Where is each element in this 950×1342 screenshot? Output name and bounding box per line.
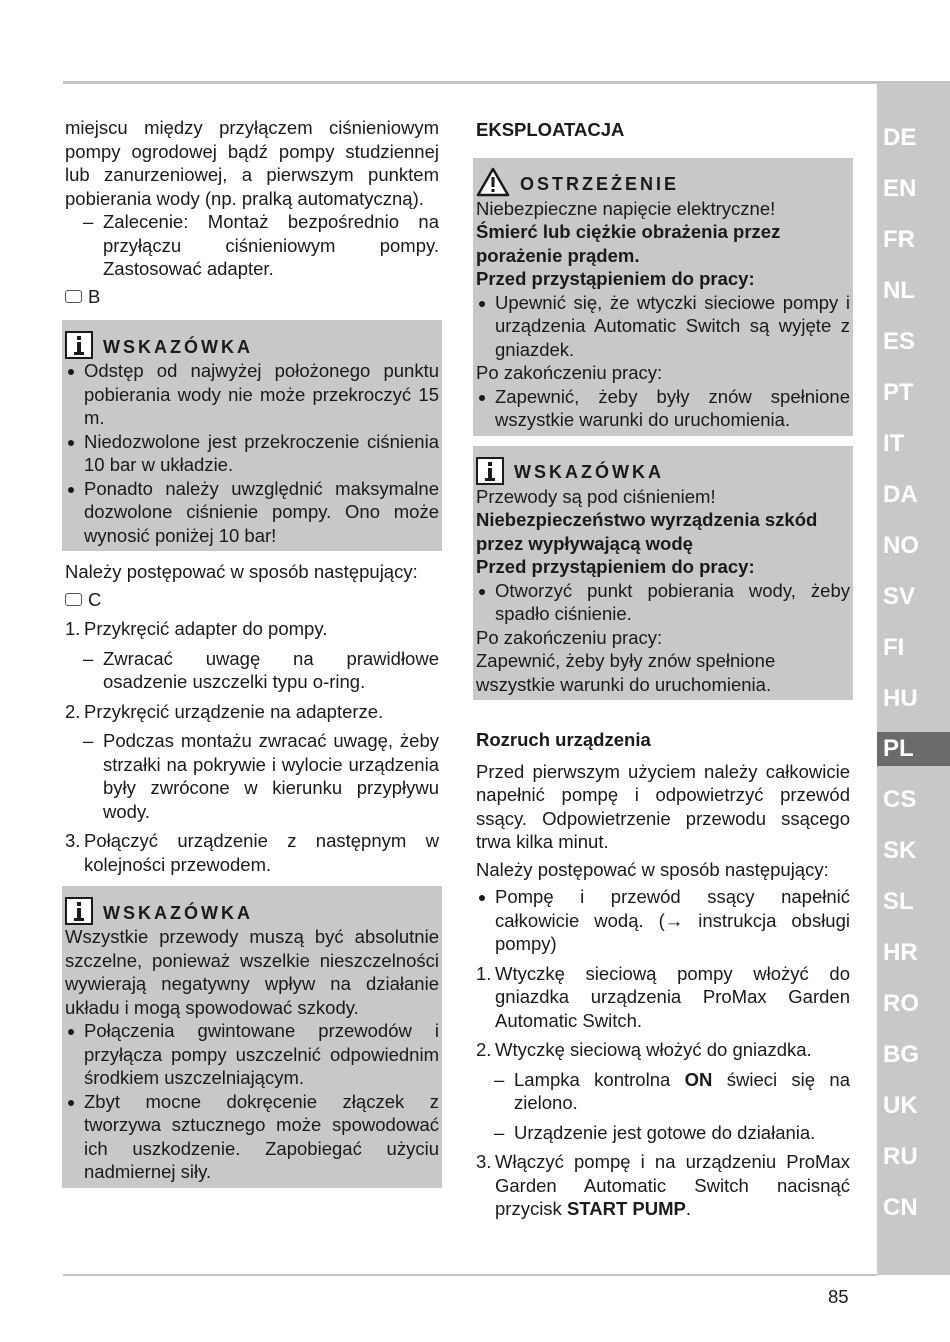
warning-title-text: OSTRZEŻENIE [520, 174, 680, 194]
warning-line: Niebezpieczne napięcie elektryczne! [476, 197, 776, 219]
dash-text: Urządzenie jest gotowe do działania. [514, 1121, 816, 1143]
bullet-item: Pompę i przewód ssący napełnić całkowicie wodą. (→ instrukcja obsługi pompy) [476, 885, 850, 956]
note-title [65, 889, 439, 925]
step-text: Włączyć pompę i na urządzeniu ProMax Garden Automatic Switch nacisnąć przycisk [495, 1151, 850, 1219]
dash-text: Zwracać uwagę na prawidłowe osadzenie uszczelki typu o-ring. [103, 647, 439, 692]
language-tab-it[interactable]: IT [883, 430, 905, 457]
step-text: Połączyć urządzenie z następnym w kolejności przewodem. [84, 830, 439, 875]
language-tab-cs[interactable]: CS [883, 786, 917, 813]
figure-box-icon [65, 593, 82, 606]
after-work-text: Zapewnić, żeby były znów spełnione wszystkie warunki do uruchomienia. [476, 650, 776, 695]
startup-paragraph: Przed pierwszym użyciem należy całkowicie napełnić pompę i odpowietrzyć przewód ssący. Odpowietrzenie przewodu ssącego trwa kilka minut. [476, 760, 850, 852]
dash-item: – Podczas montażu zwracać uwagę, żeby strzałki na pokrywie i wylocie urządzenia były zwrócone w kierunku przypływu wody. [83, 730, 439, 822]
step-number: 1. [65, 618, 81, 639]
dash-text: Zalecenie: Montaż bezpośrednio na przyłączu ciśnieniowym pompy. Zastosować adapter. [103, 211, 439, 279]
note-title-text: WSKAZÓWKA [103, 336, 253, 357]
top-rule [63, 81, 950, 84]
language-tab-es[interactable]: ES [883, 328, 916, 355]
note-text: Wszystkie przewody muszą być absolutnie szczelne, ponieważ wszelkie nieszczelności wywierają negatywny wpływ na działanie układu i mogą spowodować szkody. [65, 926, 439, 1018]
language-tab-fi[interactable]: FI [883, 634, 905, 661]
step-item [65, 700, 439, 824]
step-number: 2. [476, 1039, 492, 1060]
language-tab-pl[interactable]: PL [877, 732, 950, 766]
figure-reference-c [65, 588, 439, 612]
dash-item: – Zwracać uwagę na prawidłowe osadzenie uszczelki typu o-ring. [83, 647, 439, 692]
note-box-2 [62, 886, 442, 1188]
before-work-label: Przed przystąpieniem do pracy: [476, 268, 755, 289]
language-tab-ru[interactable]: RU [883, 1143, 918, 1170]
step-dash-list [476, 1068, 850, 1145]
info-icon [476, 457, 504, 485]
page-number: 85 [828, 1286, 849, 1307]
step-item [476, 1150, 850, 1221]
section-title: EKSPLOATACJA [476, 119, 625, 140]
warning-title [476, 161, 850, 197]
button-label: START PUMP [566, 1198, 686, 1219]
language-tab-fr[interactable]: FR [883, 226, 915, 253]
figure-box-icon [65, 290, 82, 303]
step-number: 1. [476, 962, 492, 984]
dash-item: – Zalecenie: Montaż bezpośrednio na przyłączu ciśnieniowym pompy. Zastosować adapter. [83, 211, 439, 279]
warning-consequence: Śmierć lub ciężkie obrażenia przez porażenie prądem. [476, 221, 781, 266]
after-work-label: Po zakończeniu pracy: [476, 626, 663, 648]
step-item [476, 962, 850, 1033]
step-number: 3. [65, 830, 81, 851]
startup-steps [476, 962, 850, 1221]
intro-paragraph: miejscu między przyłączem ciśnieniowym pompy ogrodowej bądź pompy studziennej lub zanurzeniowej, a pierwszym punktem pobierania wody (np. pralką automatyczną). [65, 117, 439, 209]
before-work-label: Przed przystąpieniem do pracy: [476, 556, 755, 577]
language-tab-sv[interactable]: SV [883, 583, 916, 610]
language-tab-hr[interactable]: HR [883, 939, 918, 966]
language-tab-uk[interactable]: UK [883, 1092, 918, 1119]
language-tab-ro[interactable]: RO [883, 990, 919, 1017]
dash-text: Lampka kontrolna [514, 1068, 685, 1090]
after-work-label: Po zakończeniu pracy: [476, 362, 663, 383]
step-dash-list [65, 647, 439, 694]
step-item [65, 829, 439, 876]
step-number: 3. [476, 1151, 492, 1172]
left-column [65, 116, 439, 1188]
bullet-item: Zapewnić, żeby były znów spełnione wszystkie warunki do uruchomienia. [476, 385, 850, 432]
subsection-title: Rozruch urządzenia [476, 729, 651, 750]
note-bullets [65, 1019, 439, 1184]
language-tab-bg[interactable]: BG [883, 1041, 919, 1068]
language-tab-nl[interactable]: NL [883, 277, 915, 304]
warning-box [473, 158, 853, 436]
dash-item: – Lampka kontrolna ON świeci się na zielono. [494, 1068, 851, 1113]
bottom-rule [63, 1274, 877, 1276]
bullet-item: Upewnić się, że wtyczki sieciowe pompy i urządzenia Automatic Switch są wyjęte z gniazdek. [476, 291, 850, 362]
indicator-label: ON [684, 1068, 713, 1090]
language-tab-de[interactable]: DE [883, 124, 917, 151]
info-icon [65, 331, 93, 359]
note-title-text: WSKAZÓWKA [103, 902, 253, 923]
step-text: . [685, 1198, 691, 1219]
language-tab-hu[interactable]: HU [883, 685, 918, 712]
bullet-item: Niedozwolone jest przekroczenie ciśnienia 10 bar w układzie. [65, 430, 439, 477]
procedure-bullets [476, 885, 850, 956]
step-text: Przykręcić adapter do pompy. [84, 618, 328, 639]
bullet-item: Zbyt mocne dokręcenie złączek z tworzywa sztucznego może spowodować ich uszkodzenie. Zapobiegać użyciu nadmiernej siły. [65, 1090, 439, 1184]
note-title [65, 323, 439, 359]
dash-text: świeci się na zielono. [514, 1068, 851, 1113]
note-box-3 [473, 446, 853, 701]
intro-dash-list [65, 210, 439, 281]
language-tab-sk[interactable]: SK [883, 837, 917, 864]
procedure-intro: Należy postępować w sposób następujący: [65, 561, 418, 582]
procedure-intro: Należy postępować w sposób następujący: [476, 858, 829, 880]
language-tab-no[interactable]: NO [883, 532, 919, 559]
step-item [65, 617, 439, 694]
language-tab-pt[interactable]: PT [883, 379, 914, 406]
step-text: Przykręcić urządzenie na adapterze. [84, 700, 384, 722]
step-number: 2. [65, 700, 81, 722]
note-bullets [476, 579, 850, 626]
note-title [476, 449, 850, 485]
procedure-steps [65, 617, 439, 876]
note-box-1 [62, 320, 442, 551]
language-tab-sl[interactable]: SL [883, 888, 914, 915]
bullet-item: Połączenia gwintowane przewodów i przyłącza pompy uszczelnić odpowiednim środkiem uszczelniającym. [65, 1019, 439, 1090]
info-icon [65, 897, 93, 925]
step-text: Wtyczkę sieciową pompy włożyć do gniazdka urządzenia ProMax Garden Automatic Switch. [495, 962, 850, 1031]
figure-label: C [88, 588, 102, 610]
language-sidebar [877, 83, 950, 1275]
note-consequence: Niebezpieczeństwo wyrządzenia szkód przez wypływającą wodę [476, 509, 818, 554]
note-bullets [65, 359, 439, 547]
warning-bullets [476, 385, 850, 432]
note-title-text: WSKAZÓWKA [514, 462, 664, 482]
step-item [476, 1038, 850, 1144]
language-tab-da[interactable]: DA [883, 481, 918, 508]
language-tab-cn[interactable]: CN [883, 1194, 918, 1221]
step-text: Wtyczkę sieciową włożyć do gniazdka. [495, 1039, 812, 1060]
figure-label: B [88, 285, 101, 307]
warning-triangle-icon [476, 167, 510, 197]
bullet-item: Otworzyć punkt pobierania wody, żeby spadło ciśnienie. [476, 579, 850, 626]
figure-reference-b [65, 285, 439, 309]
dash-text: Podczas montażu zwracać uwagę, żeby strzałki na pokrywie i wylocie urządzenia były zwrócone w kierunku przypływu wody. [103, 730, 439, 822]
step-dash-list [65, 729, 439, 823]
warning-bullets [476, 291, 850, 362]
bullet-item: Odstęp od najwyżej położonego punktu pobierania wody nie może przekroczyć 15 m. [65, 359, 439, 430]
dash-item: – Urządzenie jest gotowe do działania. [494, 1121, 816, 1143]
bullet-item: Ponadto należy uwzględnić maksymalne dozwolone ciśnienie pompy. Ono może wynosić poniżej 10 bar! [65, 477, 439, 548]
note-line: Przewody są pod ciśnieniem! [476, 485, 716, 507]
right-column [476, 116, 850, 1221]
language-tab-en[interactable]: EN [883, 175, 917, 202]
